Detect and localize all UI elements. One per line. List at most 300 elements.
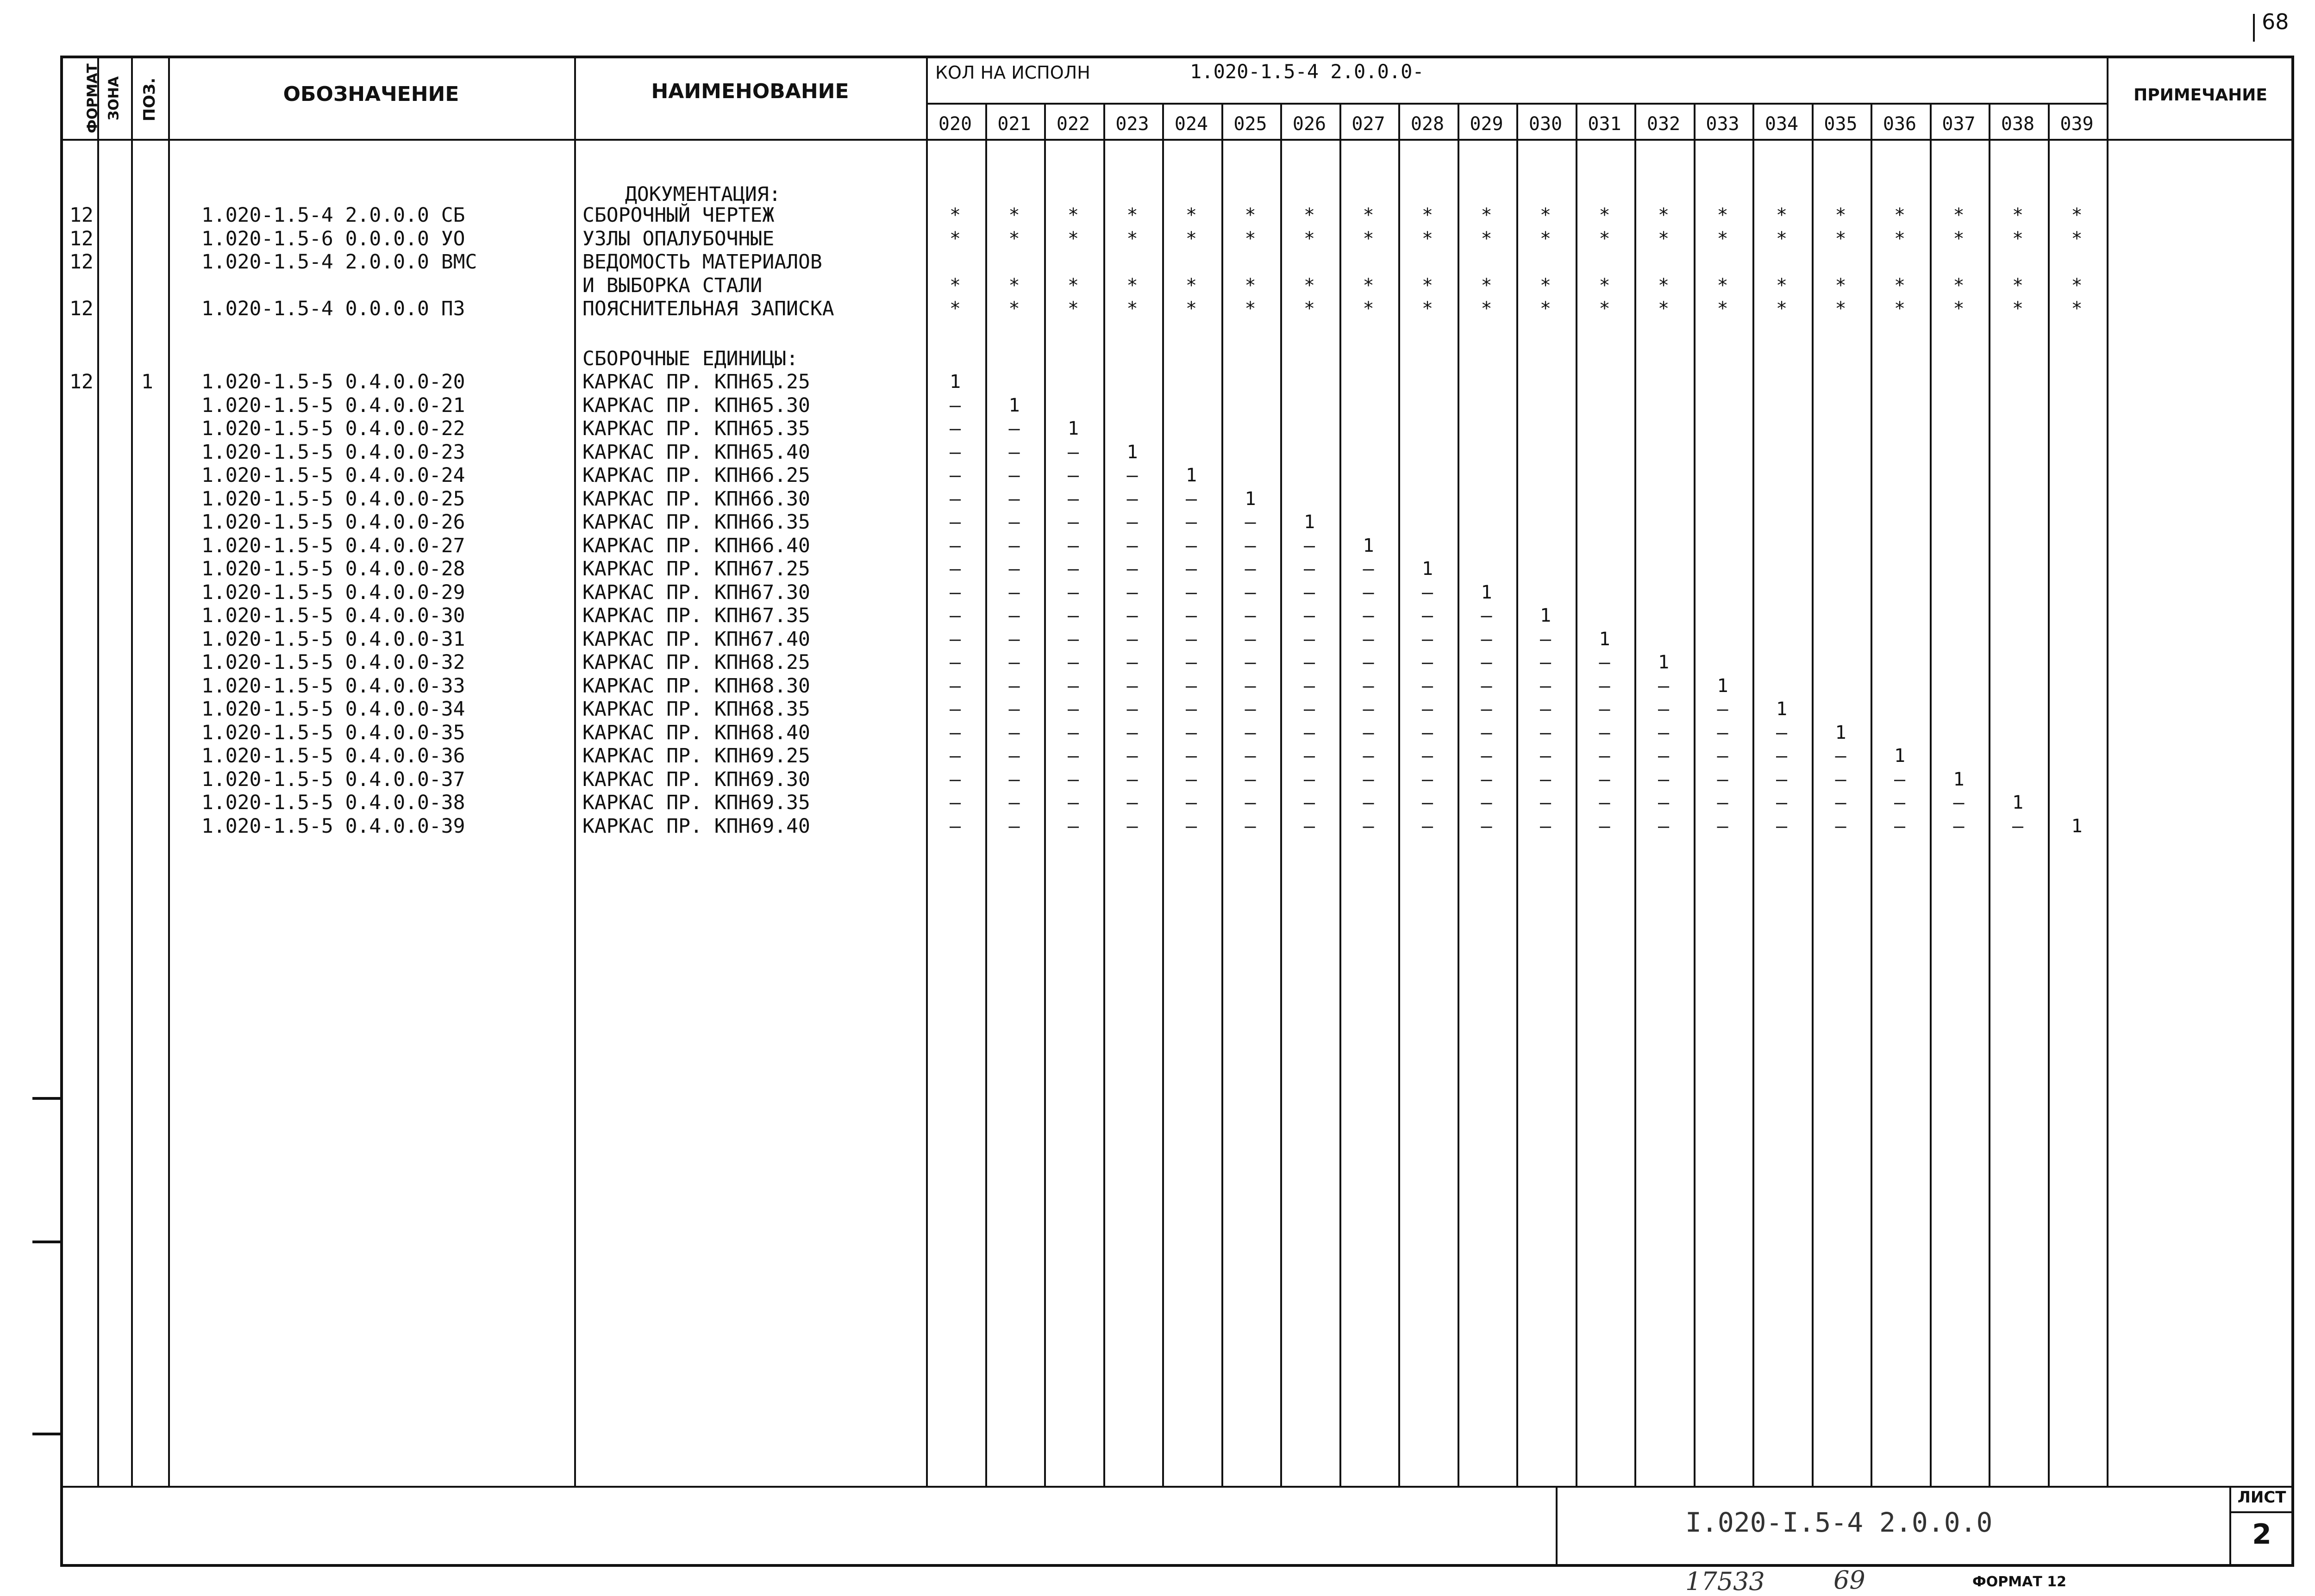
unit-qty: 1 [1481, 581, 1492, 603]
doc-qty-mark: * [2012, 298, 2024, 319]
unit-qty-dash: – [1126, 605, 1138, 626]
unit-qty-dash: – [1421, 815, 1433, 837]
unit-qty-dash: – [1008, 698, 1020, 720]
unit-qty-dash: – [949, 441, 961, 463]
unit-qty: 1 [1245, 488, 1256, 510]
unit-qty-dash: – [1481, 745, 1492, 767]
doc-qty-mark: * [1245, 298, 1256, 319]
doc-qty-mark: * [1539, 228, 1552, 249]
unit-qty-dash: – [1303, 628, 1315, 650]
unit-qty-dash: – [949, 535, 961, 556]
unit-qty-dash: – [1067, 535, 1079, 556]
unit-designation: 1.020-1.5-5 0.4.0.0-35 [201, 721, 465, 744]
unit-qty-dash: – [1126, 745, 1138, 767]
unit-qty-dash: – [1481, 722, 1492, 743]
bottom-block-top-line [60, 1486, 2294, 1488]
unit-pos: 1 [141, 370, 153, 393]
margin-tick [32, 1097, 60, 1100]
unit-qty: 1 [1894, 745, 1906, 767]
unit-qty-dash: – [949, 605, 961, 626]
unit-qty-dash: – [1008, 465, 1020, 486]
unit-qty-dash: – [1481, 815, 1492, 837]
doc-designation: 1.020-1.5-4 2.0.0.0 СБ [201, 204, 465, 227]
unit-designation: 1.020-1.5-5 0.4.0.0-34 [201, 698, 465, 721]
unit-qty-dash: – [1303, 745, 1315, 767]
doc-name: СБОРОЧНЫЙ ЧЕРТЕЖ [582, 204, 775, 227]
unit-qty-dash: – [1363, 768, 1374, 790]
doc-qty-mark: * [1658, 298, 1670, 319]
unit-designation: 1.020-1.5-5 0.4.0.0-33 [201, 674, 465, 698]
unit-qty-dash: – [1658, 698, 1670, 720]
unit-qty-dash: – [1067, 768, 1079, 790]
doc-qty-mark: * [1717, 274, 1728, 296]
doc-qty-mark: * [1894, 298, 1906, 319]
unit-qty-dash: – [1067, 488, 1079, 510]
unit-qty-dash: – [2012, 815, 2024, 837]
unit-qty-dash: – [1835, 768, 1846, 790]
unit-qty: 1 [1776, 698, 1788, 720]
doc-name: УЗЛЫ ОПАЛУБОЧНЫЕ [582, 227, 775, 250]
doc-qty-mark: * [1658, 274, 1670, 296]
doc-qty-mark: * [1067, 274, 1079, 296]
unit-qty-dash: – [1185, 722, 1197, 743]
unit-qty-dash: – [1245, 815, 1256, 837]
unit-qty-dash: – [1303, 558, 1315, 580]
unit-qty-dash: – [1126, 628, 1138, 650]
unit-qty-dash: – [1008, 792, 1020, 813]
unit-qty-dash: – [1421, 722, 1433, 743]
col-line-zone [131, 56, 133, 1486]
unit-qty-dash: – [1245, 652, 1256, 673]
unit-qty-dash: – [1363, 605, 1374, 626]
unit-qty-dash: – [1539, 675, 1552, 697]
variant-col-header: 027 [1351, 113, 1385, 135]
unit-qty-dash: – [1126, 488, 1138, 510]
page-number-mark [2253, 14, 2255, 42]
doc-qty-mark: * [1953, 228, 1965, 249]
unit-qty-dash: – [1067, 511, 1079, 533]
unit-qty-dash: – [1067, 465, 1079, 486]
variant-col-header: 028 [1410, 113, 1445, 135]
unit-qty-dash: – [1421, 652, 1433, 673]
unit-qty-dash: – [1245, 792, 1256, 813]
doc-qty-mark: * [2012, 228, 2024, 249]
unit-qty-dash: – [1126, 698, 1138, 720]
unit-qty-dash: – [1421, 745, 1433, 767]
unit-name: КАРКАС ПР. КПН67.25 [582, 557, 810, 580]
unit-name: КАРКАС ПР. КПН67.40 [582, 627, 810, 651]
variant-col-header: 035 [1824, 113, 1858, 135]
unit-qty-dash: – [1008, 768, 1020, 790]
doc-qty-mark: * [1717, 228, 1728, 249]
unit-qty-dash: – [1245, 675, 1256, 697]
unit-qty-dash: – [949, 558, 961, 580]
unit-qty-dash: – [949, 628, 961, 650]
unit-qty-dash: – [1067, 722, 1079, 743]
sheet-number: 2 [2252, 1518, 2271, 1551]
unit-qty-dash: – [949, 745, 961, 767]
header-name: НАИМЕНОВАНИЕ [651, 80, 849, 103]
unit-qty-dash: – [1835, 745, 1846, 767]
doc-qty-mark: * [1539, 205, 1552, 226]
unit-qty-dash: – [1185, 675, 1197, 697]
unit-qty-dash: – [1185, 792, 1197, 813]
unit-qty-dash: – [1421, 605, 1433, 626]
doc-name: ВЕДОМОСТЬ МАТЕРИАЛОВ [582, 250, 822, 274]
variant-col-header: 020 [938, 113, 972, 135]
unit-qty-dash: – [1303, 792, 1315, 813]
doc-qty-mark: * [1245, 228, 1256, 249]
unit-qty-dash: – [1481, 675, 1492, 697]
unit-qty-dash: – [1245, 535, 1256, 556]
doc-qty-mark: * [1126, 298, 1138, 319]
unit-qty-dash: – [1067, 652, 1079, 673]
col-line-designation [574, 56, 576, 1486]
unit-designation: 1.020-1.5-5 0.4.0.0-39 [201, 814, 465, 838]
unit-qty-dash: – [1539, 768, 1552, 790]
doc-format: 12 [69, 250, 94, 274]
unit-qty-dash: – [1953, 815, 1965, 837]
unit-qty-dash: – [1599, 722, 1610, 743]
unit-qty-dash: – [1421, 675, 1433, 697]
unit-qty-dash: – [1894, 792, 1906, 813]
variant-col-header: 026 [1292, 113, 1326, 135]
doc-qty-mark: * [1539, 298, 1552, 319]
unit-qty-dash: – [1126, 581, 1138, 603]
unit-qty-dash: – [1185, 698, 1197, 720]
unit-qty-dash: – [1008, 558, 1020, 580]
unit-qty-dash: – [1126, 792, 1138, 813]
unit-qty-dash: – [1008, 675, 1020, 697]
unit-qty-dash: – [1067, 558, 1079, 580]
doc-qty-mark: * [1835, 228, 1846, 249]
unit-designation: 1.020-1.5-5 0.4.0.0-36 [201, 744, 465, 767]
unit-format: 12 [69, 370, 94, 393]
unit-qty: 1 [1126, 441, 1138, 463]
doc-qty-mark: * [2012, 205, 2024, 226]
unit-qty-dash: – [1185, 581, 1197, 603]
unit-qty-dash: – [1067, 628, 1079, 650]
doc-qty-mark: * [1067, 228, 1079, 249]
doc-qty-mark: * [1363, 298, 1374, 319]
unit-qty-dash: – [1303, 675, 1315, 697]
unit-qty-dash: – [1894, 815, 1906, 837]
unit-name: КАРКАС ПР. КПН69.40 [582, 814, 810, 838]
doc-qty-mark: * [2071, 298, 2083, 319]
unit-qty-dash: – [1008, 441, 1020, 463]
unit-qty-dash: – [1303, 535, 1315, 556]
doc-qty-mark: * [1717, 205, 1728, 226]
unit-qty-dash: – [1363, 745, 1374, 767]
unit-name: КАРКАС ПР. КПН65.35 [582, 417, 810, 440]
header-note: ПРИМЕЧАНИЕ [2134, 86, 2267, 105]
unit-name: КАРКАС ПР. КПН65.40 [582, 440, 810, 464]
unit-qty-dash: – [1008, 745, 1020, 767]
col-line-note [2107, 56, 2109, 1486]
unit-qty-dash: – [1303, 652, 1315, 673]
unit-qty-dash: – [1717, 768, 1728, 790]
unit-qty-dash: – [1067, 745, 1079, 767]
unit-qty-dash: – [1008, 418, 1020, 439]
doc-qty-mark: * [2071, 274, 2083, 296]
unit-qty-dash: – [1717, 722, 1728, 743]
unit-qty-dash: – [1245, 558, 1256, 580]
doc-qty-mark: * [2012, 274, 2024, 296]
unit-qty-dash: – [949, 465, 961, 486]
unit-qty-dash: – [1599, 698, 1610, 720]
page-number: 68 [2262, 9, 2289, 34]
doc-qty-mark: * [949, 298, 961, 319]
doc-name: ПОЯСНИТЕЛЬНАЯ ЗАПИСКА [582, 297, 834, 320]
doc-qty-mark: * [1303, 274, 1315, 296]
unit-qty: 1 [1835, 722, 1846, 743]
doc-qty-mark: * [1481, 274, 1492, 296]
header-qty-code: 1.020-1.5-4 2.0.0.0- [1190, 60, 1424, 83]
unit-designation: 1.020-1.5-5 0.4.0.0-24 [201, 464, 465, 487]
unit-qty-dash: – [1363, 722, 1374, 743]
unit-designation: 1.020-1.5-5 0.4.0.0-21 [201, 393, 465, 417]
doc-qty-mark: * [1835, 274, 1846, 296]
unit-qty-dash: – [1303, 768, 1315, 790]
margin-tick [32, 1241, 60, 1243]
unit-qty-dash: – [1126, 768, 1138, 790]
doc-qty-mark: * [1185, 298, 1197, 319]
unit-qty-dash: – [1421, 768, 1433, 790]
unit-name: КАРКАС ПР. КПН68.40 [582, 721, 810, 744]
doc-qty-mark: * [1953, 205, 1965, 226]
header-zone: ЗОНА [106, 76, 122, 121]
doc-qty-mark: * [1421, 228, 1433, 249]
unit-qty-dash: – [1363, 815, 1374, 837]
unit-qty-dash: – [1067, 441, 1079, 463]
unit-qty-dash: – [949, 394, 961, 416]
doc-qty-mark: * [1481, 298, 1492, 319]
doc-qty-mark: * [949, 274, 961, 296]
variant-col-header: 024 [1174, 113, 1208, 135]
unit-qty-dash: – [1303, 605, 1315, 626]
doc-qty-mark: * [1953, 298, 1965, 319]
doc-qty-mark: * [1835, 298, 1846, 319]
sheet-box-mid-line [2229, 1511, 2294, 1513]
unit-qty-dash: – [1539, 745, 1552, 767]
unit-qty-dash: – [1245, 698, 1256, 720]
doc-qty-mark: * [1776, 228, 1788, 249]
variant-col-header: 030 [1528, 113, 1563, 135]
unit-designation: 1.020-1.5-5 0.4.0.0-38 [201, 791, 465, 814]
doc-format: 12 [69, 227, 94, 250]
unit-qty-dash: – [1363, 792, 1374, 813]
unit-qty-dash: – [1658, 768, 1670, 790]
unit-qty-dash: – [1776, 768, 1788, 790]
title-block-designation: I.020-I.5-4 2.0.0.0 [1685, 1507, 1993, 1538]
unit-qty-dash: – [1303, 698, 1315, 720]
doc-qty-mark: * [1421, 298, 1433, 319]
unit-qty-dash: – [1126, 535, 1138, 556]
unit-qty-dash: – [1126, 722, 1138, 743]
unit-qty-dash: – [1599, 792, 1610, 813]
unit-qty: 1 [1717, 675, 1728, 697]
unit-qty-dash: – [949, 652, 961, 673]
unit-name: КАРКАС ПР. КПН66.35 [582, 511, 810, 534]
unit-name: КАРКАС ПР. КПН69.30 [582, 767, 810, 791]
unit-qty-dash: – [1363, 581, 1374, 603]
unit-name: КАРКАС ПР. КПН65.30 [582, 393, 810, 417]
doc-qty-mark: * [1363, 205, 1374, 226]
unit-qty-dash: – [1185, 815, 1197, 837]
unit-name: КАРКАС ПР. КПН67.30 [582, 580, 810, 604]
doc-designation: 1.020-1.5-6 0.0.0.0 УО [201, 227, 465, 250]
variant-col-header: 036 [1883, 113, 1917, 135]
unit-qty-dash: – [949, 488, 961, 510]
doc-qty-mark: * [1126, 205, 1138, 226]
unit-qty-dash: – [1599, 675, 1610, 697]
unit-qty-dash: – [1953, 792, 1965, 813]
unit-qty-dash: – [1539, 652, 1552, 673]
handwritten-number-1: 17533 [1685, 1567, 1765, 1596]
unit-qty-dash: – [1776, 745, 1788, 767]
doc-qty-mark: * [2071, 205, 2083, 226]
doc-qty-mark: * [1599, 205, 1610, 226]
unit-designation: 1.020-1.5-5 0.4.0.0-28 [201, 557, 465, 580]
unit-qty-dash: – [1481, 768, 1492, 790]
unit-qty-dash: – [1599, 815, 1610, 837]
unit-designation: 1.020-1.5-5 0.4.0.0-31 [201, 627, 465, 651]
unit-qty-dash: – [1481, 652, 1492, 673]
unit-qty: 1 [2012, 792, 2024, 813]
unit-qty-dash: – [1185, 745, 1197, 767]
unit-qty-dash: – [1008, 511, 1020, 533]
unit-name: КАРКАС ПР. КПН68.30 [582, 674, 810, 698]
unit-qty: 1 [1363, 535, 1374, 556]
unit-qty: 1 [949, 371, 961, 393]
variant-col-header: 031 [1588, 113, 1621, 135]
unit-qty-dash: – [1481, 605, 1492, 626]
unit-qty-dash: – [1658, 722, 1670, 743]
unit-qty-dash: – [949, 722, 961, 743]
unit-qty-dash: – [949, 511, 961, 533]
header-bottom-line [60, 139, 2294, 141]
unit-designation: 1.020-1.5-5 0.4.0.0-25 [201, 487, 465, 511]
handwritten-number-2: 69 [1833, 1565, 1865, 1595]
unit-qty-dash: – [1363, 675, 1374, 697]
unit-name: КАРКАС ПР. КПН68.35 [582, 698, 810, 721]
title-block-left-line [1556, 1486, 1558, 1567]
unit-qty-dash: – [1658, 792, 1670, 813]
unit-designation: 1.020-1.5-5 0.4.0.0-27 [201, 534, 465, 557]
doc-qty-mark: * [1185, 274, 1197, 296]
unit-qty-dash: – [1363, 558, 1374, 580]
unit-qty-dash: – [1599, 768, 1610, 790]
unit-qty-dash: – [1835, 815, 1846, 837]
unit-qty-dash: – [1126, 675, 1138, 697]
unit-qty-dash: – [1008, 535, 1020, 556]
doc-designation: 1.020-1.5-4 0.0.0.0 ПЗ [201, 297, 465, 320]
doc-qty-mark: * [1067, 298, 1079, 319]
variant-col-header: 032 [1646, 113, 1681, 135]
unit-qty-dash: – [1245, 511, 1256, 533]
unit-qty-dash: – [1599, 652, 1610, 673]
doc-qty-mark: * [1245, 205, 1256, 226]
variant-col-header: 034 [1764, 113, 1799, 135]
unit-qty-dash: – [1539, 722, 1552, 743]
unit-designation: 1.020-1.5-5 0.4.0.0-23 [201, 440, 465, 464]
variant-col-header: 025 [1233, 113, 1267, 135]
variant-col-header: 022 [1056, 113, 1090, 135]
units-section-title: СБОРОЧНЫЕ ЕДИНИЦЫ: [582, 347, 798, 370]
variant-col-header: 039 [2060, 113, 2094, 135]
doc-qty-mark: * [1717, 298, 1728, 319]
unit-qty-dash: – [1303, 815, 1315, 837]
unit-qty: 1 [1953, 768, 1965, 790]
doc-qty-mark: * [1245, 274, 1256, 296]
unit-designation: 1.020-1.5-5 0.4.0.0-32 [201, 651, 465, 674]
col-line-pos [168, 56, 170, 1486]
unit-qty-dash: – [949, 581, 961, 603]
doc-qty-mark: * [1776, 298, 1788, 319]
unit-designation: 1.020-1.5-5 0.4.0.0-37 [201, 767, 465, 791]
unit-qty-dash: – [949, 418, 961, 439]
doc-qty-mark: * [1953, 274, 1965, 296]
unit-qty-dash: – [1067, 581, 1079, 603]
unit-name: КАРКАС ПР. КПН66.40 [582, 534, 810, 557]
unit-qty: 1 [1658, 652, 1670, 673]
header-qty-label: КОЛ НА ИСПОЛН [935, 62, 1090, 83]
doc-qty-mark: * [1894, 205, 1906, 226]
unit-qty-dash: – [1067, 815, 1079, 837]
doc-qty-mark: * [1303, 298, 1315, 319]
unit-qty-dash: – [1126, 558, 1138, 580]
footer-format: ФОРМАТ 12 [1972, 1574, 2066, 1590]
doc-qty-mark: * [1658, 205, 1670, 226]
doc-qty-mark: * [1599, 298, 1610, 319]
unit-qty-dash: – [1363, 628, 1374, 650]
doc-name: И ВЫБОРКА СТАЛИ [582, 274, 763, 297]
unit-qty: 1 [1539, 605, 1552, 626]
doc-qty-mark: * [1363, 228, 1374, 249]
doc-qty-mark: * [1421, 274, 1433, 296]
unit-qty-dash: – [1067, 605, 1079, 626]
unit-name: КАРКАС ПР. КПН66.30 [582, 487, 810, 511]
unit-qty-dash: – [1776, 792, 1788, 813]
unit-qty-dash: – [1067, 698, 1079, 720]
unit-qty-dash: – [1363, 652, 1374, 673]
sheet-label: ЛИСТ [2237, 1488, 2286, 1507]
unit-qty-dash: – [1894, 768, 1906, 790]
unit-qty-dash: – [1067, 675, 1079, 697]
variant-col-header: 021 [997, 113, 1031, 135]
unit-qty-dash: – [1185, 511, 1197, 533]
docs-section-title: ДОКУМЕНТАЦИЯ: [625, 183, 781, 206]
unit-qty-dash: – [1303, 722, 1315, 743]
variant-col-header: 029 [1470, 113, 1503, 135]
doc-qty-mark: * [1481, 205, 1492, 226]
doc-qty-mark: * [1658, 228, 1670, 249]
unit-qty-dash: – [1776, 722, 1788, 743]
unit-qty-dash: – [1539, 815, 1552, 837]
unit-qty-dash: – [1539, 698, 1552, 720]
doc-qty-mark: * [1008, 205, 1020, 226]
variant-col-header: 033 [1706, 113, 1739, 135]
unit-qty: 1 [2071, 815, 2083, 837]
doc-qty-mark: * [1008, 298, 1020, 319]
unit-designation: 1.020-1.5-5 0.4.0.0-20 [201, 370, 465, 393]
unit-qty-dash: – [949, 815, 961, 837]
unit-qty-dash: – [1245, 581, 1256, 603]
unit-qty-dash: – [1776, 815, 1788, 837]
doc-qty-mark: * [1126, 228, 1138, 249]
doc-qty-mark: * [1835, 205, 1846, 226]
unit-qty-dash: – [1126, 511, 1138, 533]
